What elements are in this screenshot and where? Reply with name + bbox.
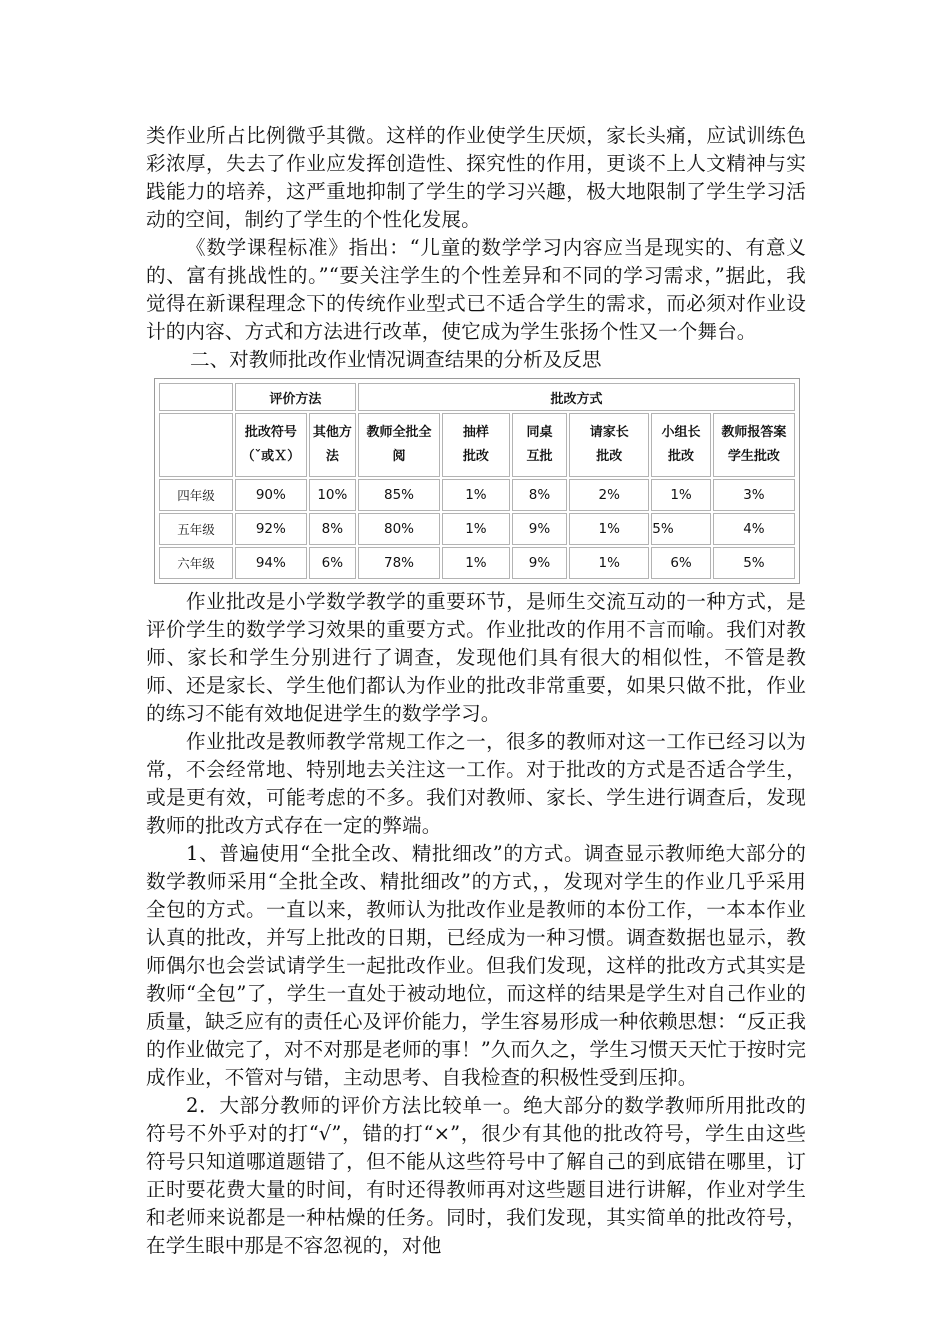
grade-cell: 六年级	[159, 547, 233, 579]
paragraph: 作业批改是教师教学常规工作之一，很多的教师对这一工作已经习以为常，不会经常地、特别地去关注这一工作。对于批改的方式是否适合学生，或是更有效，可能考虑的不多。我们对教师、家长、学生进行调查后，发现教师的批改方式存在一定的弊端。	[146, 730, 806, 837]
table-cell: 9%	[512, 513, 567, 545]
grade-cell: 五年级	[159, 513, 233, 545]
document-page	[146, 122, 806, 1260]
table-cell: 1%	[442, 547, 510, 579]
table-cell: 92%	[235, 513, 307, 545]
table-cell: 2%	[569, 479, 649, 511]
table-cell: 78%	[358, 547, 440, 579]
paragraph: 《数学课程标准》指出：“儿童的数学学习内容应当是现实的、有意义的、富有挑战性的。”“要关注学生的个性差异和不同的学习需求，”据此，我觉得在新课程理念下的传统作业型式已不适合学生的需求，而必须对作业设计的内容、方式和方法进行改革，使它成为学生张扬个性又一个舞台。	[146, 236, 806, 343]
survey-table	[154, 378, 800, 584]
paragraph: 作业批改是小学数学教学的重要环节，是师生交流互动的一种方式，是评价学生的数学学习效果的重要方式。作业批改的作用不言而喻。我们对教师、家长和学生分别进行了调查，发现他们具有很大的相似性，不管是教师、还是家长、学生他们都认为作业的批改非常重要，如果只做不批，作业的练习不能有效地促进学生的数学学习。	[146, 590, 806, 725]
table-cell: 80%	[358, 513, 440, 545]
column-header: 抽样 批改	[442, 413, 510, 477]
table-corner-cell	[159, 383, 233, 411]
grading-method-header: 批改方式	[358, 383, 795, 411]
table-cell: 8%	[512, 479, 567, 511]
table-cell: 1%	[442, 479, 510, 511]
column-header: 其他方 法	[309, 413, 356, 477]
column-header: 小组长 批改	[651, 413, 711, 477]
table-cell: 1%	[651, 479, 711, 511]
paragraph: 2．大部分教师的评价方法比较单一。绝大部分的数学教师所用批改的符号不外乎对的打“√”，错的打“×”，很少有其他的批改符号，学生由这些符号只知道哪道题错了，但不能从这些符号中了解自己的到底错在哪里，订正时要花费大量的时间，有时还得教师再对这些题目进行讲解，作业对学生和老师来说都是一种枯燥的任务。同时，我们发现，其实简单的批改符号，在学生眼中那是不容忽视的，对他	[146, 1094, 806, 1257]
grade-cell: 四年级	[159, 479, 233, 511]
table-cell: 1%	[569, 547, 649, 579]
table-cell: 90%	[235, 479, 307, 511]
table-row	[159, 479, 795, 511]
section-heading: 二、对教师批改作业情况调查结果的分析及反思	[190, 348, 602, 371]
table-cell: 10%	[309, 479, 356, 511]
table-cell: 94%	[235, 547, 307, 579]
table-corner-cell	[159, 413, 233, 477]
table-cell: 5%	[651, 513, 711, 545]
table-cell: 1%	[569, 513, 649, 545]
table-cell: 85%	[358, 479, 440, 511]
table-cell: 9%	[512, 547, 567, 579]
column-header: 教师全批全 阅	[358, 413, 440, 477]
table-cell: 1%	[442, 513, 510, 545]
table-cell: 6%	[309, 547, 356, 579]
table-row	[159, 513, 795, 545]
paragraph: 1、普遍使用“全批全改、精批细改”的方式。调查显示教师绝大部分的数学教师采用“全批全改、精批细改”的方式，，发现对学生的作业几乎采用全包的方式。一直以来，教师认为批改作业是教师的本份工作，一本本作业认真的批改，并写上批改的日期，已经成为一种习惯。调查数据也显示，教师偶尔也会尝试请学生一起批改作业。但我们发现，这样的批改方式其实是教师“全包”了，学生一直处于被动地位，而这样的结果是学生对自己作业的质量，缺乏应有的责任心及评价能力，学生容易形成一种依赖思想：“反正我的作业做完了，对不对那是老师的事！”久而久之，学生习惯天天忙于按时完成作业，不管对与错，主动思考、自我检查的积极性受到压抑。	[146, 842, 807, 1089]
paragraph: 类作业所占比例微乎其微。这样的作业使学生厌烦，家长头痛，应试训练色彩浓厚，失去了作业应发挥创造性、探究性的作用，更谈不上人文精神与实践能力的培养，这严重地抑制了学生的学习兴趣，极大地限制了学生学习活动的空间，制约了学生的个性化发展。	[146, 124, 806, 231]
table-cell: 5%	[713, 547, 795, 579]
table-subheader-row	[159, 413, 795, 477]
table-cell: 6%	[651, 547, 711, 579]
column-header: 请家长 批改	[569, 413, 649, 477]
evaluation-method-header: 评价方法	[235, 383, 356, 411]
table-row	[159, 547, 795, 579]
table-cell: 4%	[713, 513, 795, 545]
table-cell: 3%	[713, 479, 795, 511]
column-header: 同桌 互批	[512, 413, 567, 477]
column-header: 教师报答案 学生批改	[713, 413, 795, 477]
column-header: 批改符号 （ˇ或Ｘ）	[235, 413, 307, 477]
table-cell: 8%	[309, 513, 356, 545]
table-header-row	[159, 383, 795, 411]
